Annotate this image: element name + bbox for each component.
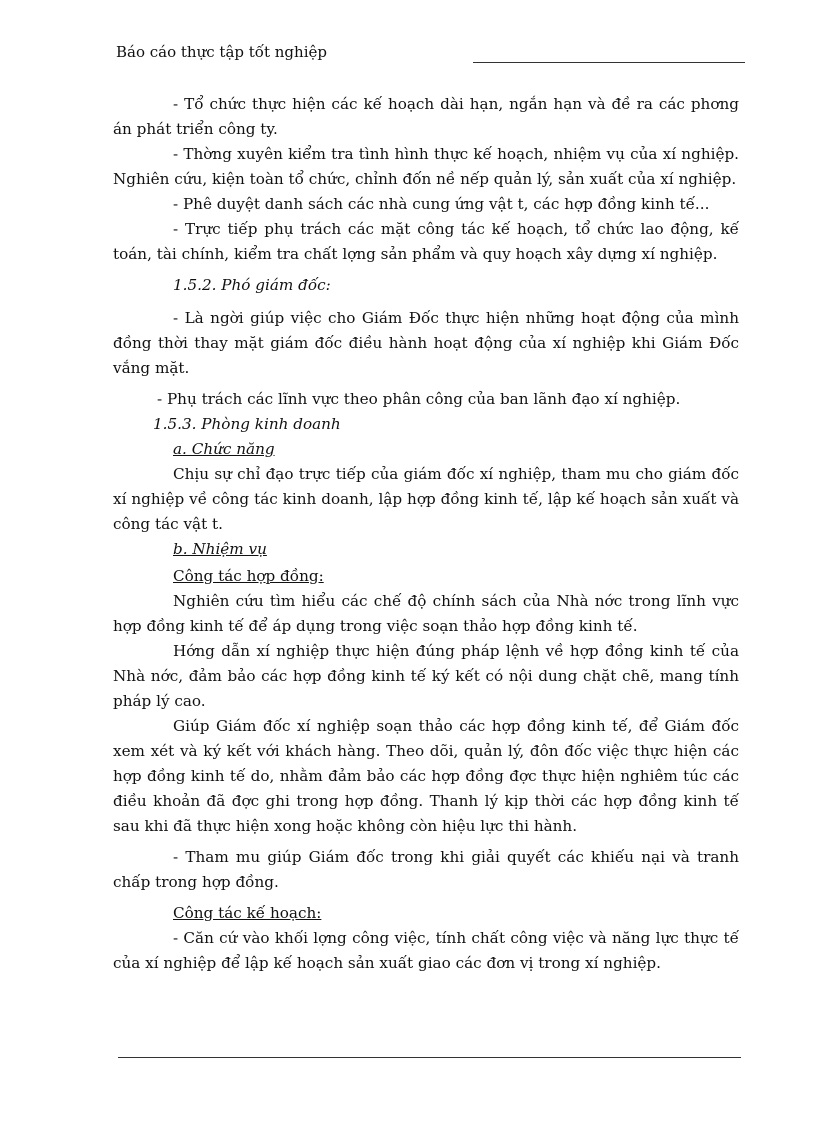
task-heading-ke-hoach: Công tác kế hoạch: [173, 904, 322, 922]
paragraph: - Căn cứ vào khối lợng công việc, tính chất công việc và năng lực thực tế của xí nghiệp để lập kế hoạch sản xuất giao các đơn vị trong xí nghiệp. [113, 929, 739, 972]
task-heading-hop-dong: Công tác hợp đồng: [173, 567, 324, 585]
paragraph: - Tổ chức thực hiện các kế hoạch dài hạn, ngắn hạn và đề ra các phơng án phát triển công ty. [113, 95, 739, 138]
paragraph: - Phê duyệt danh sách các nhà cung ứng vật t, các hợp đồng kinh tế... [173, 195, 710, 213]
section-heading-1-5-3: 1.5.3. Phòng kinh doanh [153, 415, 341, 433]
footer-rule [118, 1057, 741, 1058]
subheading-nhiem-vu: b. Nhiệm vụ [173, 540, 267, 558]
paragraph: Chịu sự chỉ đạo trực tiếp của giám đốc xí nghiệp, tham mu cho giám đốc xí nghiệp về công tác kinh doanh, lập hợp đồng kinh tế, lập kế hoạch sản xuất và công tác vật t. [113, 465, 739, 533]
header-rule [473, 62, 745, 63]
document-body [113, 92, 739, 976]
paragraph: Nghiên cứu tìm hiểu các chế độ chính sách của Nhà nớc trong lĩnh vực hợp đồng kinh tế để áp dụng trong việc soạn thảo hợp đồng kinh tế. [113, 592, 739, 635]
paragraph: - Thờng xuyên kiểm tra tình hình thực kế hoạch, nhiệm vụ của xí nghiệp. Nghiên cứu, kiện toàn tổ chức, chỉnh đốn nề nếp quản lý, sản xuất của xí nghiệp. [113, 145, 739, 188]
paragraph: - Tham mu giúp Giám đốc trong khi giải quyết các khiếu nại và tranh chấp trong hợp đồng. [113, 848, 739, 891]
paragraph: Hớng dẫn xí nghiệp thực hiện đúng pháp lệnh về hợp đồng kinh tế của Nhà nớc, đảm bảo các hợp đồng kinh tế ký kết có nội dung chặt chẽ, mang tính pháp lý cao. [113, 642, 739, 710]
header-title: Báo cáo thực tập tốt nghiệp [116, 43, 327, 61]
paragraph: - Là ngời giúp việc cho Giám Đốc thực hiện những hoạt động của mình đồng thời thay mặt giám đốc điều hành hoạt động của xí nghiệp khi Giám Đốc vắng mặt. [113, 309, 739, 377]
paragraph: - Phụ trách các lĩnh vực theo phân công của ban lãnh đạo xí nghiệp. [157, 390, 681, 408]
page-header [113, 40, 745, 64]
subheading-chuc-nang: a. Chức năng [173, 440, 275, 458]
section-heading-1-5-2: 1.5.2. Phó giám đốc: [173, 276, 331, 294]
paragraph: - Trực tiếp phụ trách các mặt công tác kế hoạch, tổ chức lao động, kế toán, tài chính, kiểm tra chất lợng sản phẩm và quy hoạch xây dựng xí nghiệp. [113, 220, 739, 263]
paragraph: Giúp Giám đốc xí nghiệp soạn thảo các hợp đồng kinh tế, để Giám đốc xem xét và ký kết với khách hàng. Theo dõi, quản lý, đôn đốc việc thực hiện các hợp đồng kinh tế do, nhằm đảm bảo các hợp đồng đợc thực hiện nghiêm túc các điều khoản đã đợc ghi trong hợp đồng. Thanh lý kịp thời các hợp đồng kinh tế sau khi đã thực hiện xong hoặc không còn hiệu lực thi hành. [113, 717, 739, 835]
